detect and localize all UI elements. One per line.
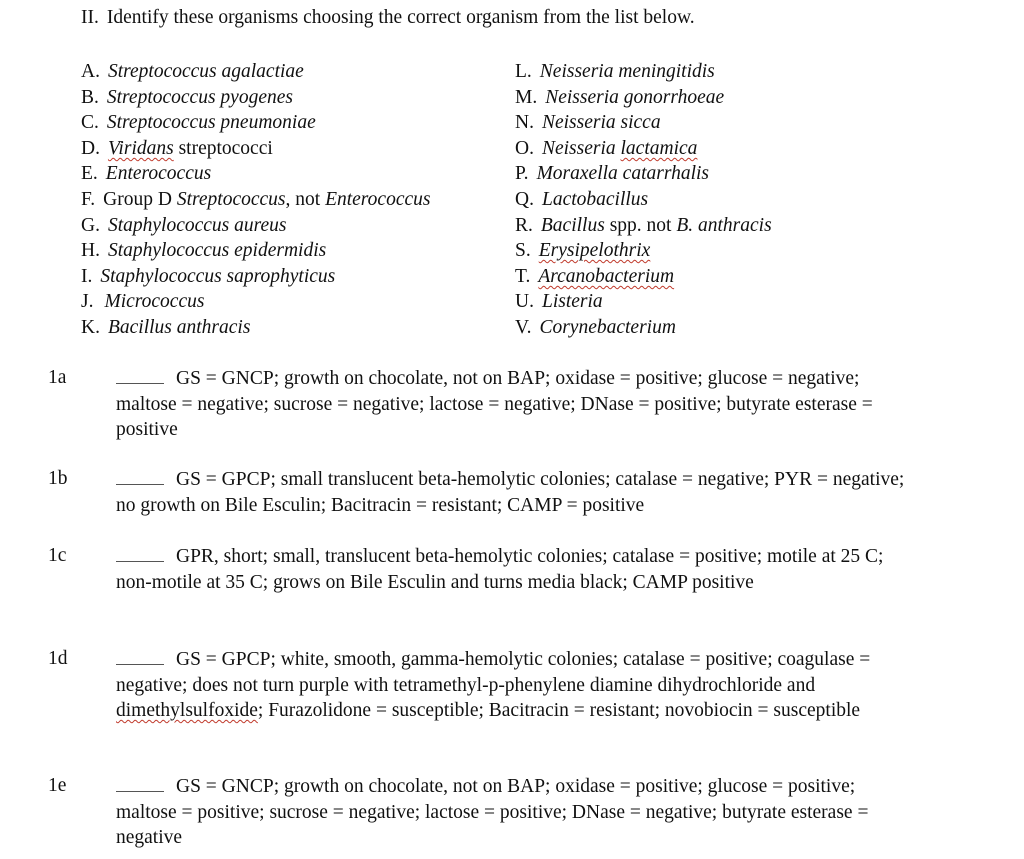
option-name: Neisseria meningitidis — [539, 61, 715, 82]
question-number: 1d — [48, 648, 68, 669]
option-letter: Q. — [515, 188, 534, 210]
option-letter: M. — [515, 86, 538, 108]
organism-option — [515, 85, 772, 111]
option-letter: F. — [81, 188, 96, 210]
question-number: 1a — [48, 367, 67, 388]
option-name: Staphylococcus saprophyticus — [100, 265, 336, 287]
organism-option — [515, 161, 772, 187]
option-name: Viridans — [107, 137, 174, 159]
option-letter: N. — [515, 112, 534, 134]
option-name: Bacillus — [540, 214, 605, 236]
option-name: Enterococcus — [325, 188, 431, 210]
option-letter: P. — [515, 163, 529, 185]
organism-option — [515, 136, 772, 162]
organism-option — [515, 264, 772, 290]
option-letter: B. — [81, 86, 99, 108]
organism-option — [81, 238, 430, 264]
organism-option — [515, 59, 772, 85]
organism-option — [81, 264, 430, 290]
option-name: Moraxella catarrhalis — [536, 163, 709, 185]
organism-option — [515, 315, 772, 341]
option-name: streptococci — [173, 137, 273, 159]
question-number: 1e — [48, 775, 67, 796]
option-letter: D. — [81, 137, 100, 159]
option-name: spp. not — [604, 214, 677, 236]
question-text — [116, 365, 916, 443]
question-text — [116, 773, 916, 851]
option-letter: R. — [515, 214, 533, 236]
option-letter: S. — [515, 240, 531, 262]
organism-option — [81, 85, 430, 111]
option-letter: V. — [515, 316, 532, 338]
organism-option — [515, 213, 772, 239]
option-name: B. anthracis — [676, 214, 772, 236]
question-number: 1b — [48, 468, 68, 489]
organism-option — [81, 136, 430, 162]
option-name: Erysipelothrix — [538, 240, 651, 262]
question-text-part: GS = GPCP; white, smooth, gamma-hemolytic colonies; catalase = positive; coagulase = negative; does not turn purple with tetramethyl-p-phenylene diamine dihydrochloride and — [116, 649, 871, 696]
question-description: GS = GPCP; small translucent beta-hemolytic colonies; catalase = negative; PYR = negative; no growth on Bile Esculin; Bacitracin = resistant; CAMP = positive — [116, 469, 905, 516]
option-name: Lactobacillus — [541, 188, 649, 210]
option-name: Micrococcus — [104, 291, 205, 313]
option-letter: I. — [81, 265, 93, 287]
section-number: II. — [81, 7, 99, 28]
question-description: GPR, short; small, translucent beta-hemolytic colonies; catalase = positive; motile at 25 C; non-motile at 35 C; grows on Bile Esculin and turns media black; CAMP positive — [116, 546, 884, 593]
answer-blank[interactable] — [116, 365, 164, 384]
option-name: Arcanobacterium — [538, 265, 675, 287]
organism-option — [81, 110, 430, 136]
option-name: Neisseria sicca — [541, 112, 661, 134]
answer-blank[interactable] — [116, 543, 164, 562]
option-name: Corynebacterium — [539, 316, 676, 338]
option-letter: T. — [515, 265, 531, 287]
option-letter: C. — [81, 112, 99, 134]
answer-blank[interactable] — [116, 466, 164, 485]
section-heading — [81, 7, 695, 29]
organism-list-right — [515, 59, 772, 341]
option-letter: O. — [515, 137, 534, 159]
option-letter: K. — [81, 316, 100, 338]
answer-blank[interactable] — [116, 646, 164, 665]
organism-list-left — [81, 59, 430, 341]
option-letter: E. — [81, 163, 98, 185]
option-name: Streptococcus — [176, 188, 286, 210]
question-text-part: ; Furazolidone = susceptible; Bacitracin = resistant; novobiocin = susceptible — [257, 700, 861, 722]
option-letter: U. — [515, 291, 534, 313]
option-name: , not — [285, 188, 326, 210]
option-letter: A. — [81, 61, 100, 82]
option-name: Listeria — [541, 291, 603, 313]
option-name: Streptococcus pneumoniae — [106, 112, 316, 134]
option-name: Bacillus anthracis — [107, 316, 251, 338]
option-name: Streptococcus agalactiae — [107, 61, 304, 82]
question-description: GS = GNCP; growth on chocolate, not on BAP; oxidase = positive; glucose = positive; maltose = positive; sucrose = negative; lactose = positive; DNase = negative; butyrate esterase = negative — [116, 776, 869, 849]
organism-option — [81, 213, 430, 239]
organism-option — [81, 161, 430, 187]
organism-option — [81, 59, 430, 85]
option-letter: L. — [515, 61, 532, 82]
section-instructions: Identify these organisms choosing the correct organism from the list below. — [106, 7, 695, 28]
question-description: GS = GNCP; growth on chocolate, not on BAP; oxidase = positive; glucose = negative; maltose = negative; sucrose = negative; lactose = negative; DNase = positive; butyrate esterase = positive — [116, 368, 873, 441]
option-name: Staphylococcus aureus — [107, 214, 287, 236]
question-number: 1c — [48, 545, 67, 566]
option-letter: G. — [81, 214, 100, 236]
organism-option — [81, 187, 430, 213]
option-name: Group D — [103, 188, 177, 210]
option-name: Enterococcus — [105, 163, 212, 185]
question-text — [116, 466, 916, 518]
option-name: Staphylococcus epidermidis — [107, 240, 327, 262]
organism-option — [81, 315, 430, 341]
organism-option — [81, 289, 430, 315]
option-name: lactamica — [620, 137, 698, 159]
organism-option — [515, 110, 772, 136]
option-name: Neisseria — [541, 137, 621, 159]
question-text — [116, 646, 916, 724]
organism-option — [515, 289, 772, 315]
option-name: Neisseria gonorrhoeae — [545, 86, 725, 108]
organism-option — [515, 238, 772, 264]
organism-option — [515, 187, 772, 213]
option-letter: J. — [81, 291, 94, 313]
question-text-part: dimethylsulfoxide — [116, 700, 258, 722]
answer-blank[interactable] — [116, 773, 164, 792]
option-letter: H. — [81, 240, 100, 262]
question-text — [116, 543, 916, 595]
option-name: Streptococcus pyogenes — [106, 86, 293, 108]
